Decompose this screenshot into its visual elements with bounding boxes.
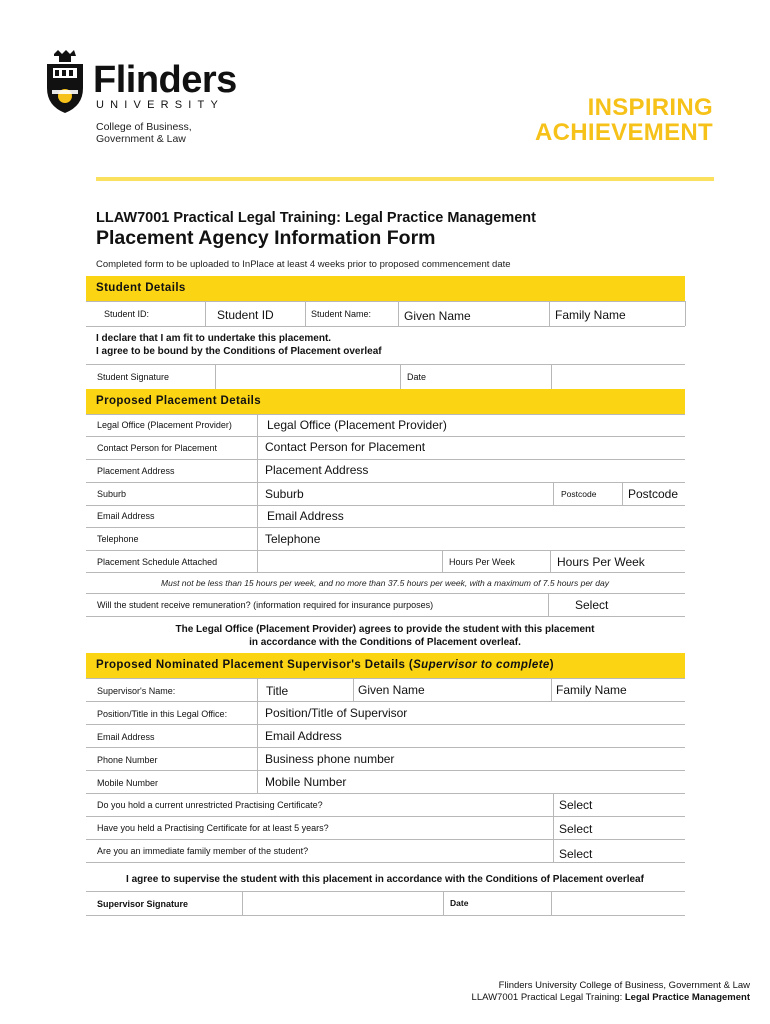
practising-certificate-select[interactable]: Select: [559, 798, 593, 812]
header-rule: [96, 177, 714, 181]
hours-per-week-field[interactable]: Hours Per Week: [557, 555, 645, 569]
divider: [398, 301, 399, 326]
student-family-name-field[interactable]: Family Name: [555, 308, 626, 322]
tagline-line-2: ACHIEVEMENT: [535, 119, 713, 146]
placement-address-label: Placement Address: [97, 466, 175, 476]
supervisor-email-field[interactable]: Email Address: [265, 729, 342, 743]
footer-line-2: [472, 992, 750, 1003]
supervisor-phone-label: Phone Number: [97, 755, 158, 765]
divider: [86, 724, 685, 725]
contact-person-label: Contact Person for Placement: [97, 443, 218, 453]
supervisor-name-label: Supervisor's Name:: [97, 686, 176, 696]
provider-agreement-line-1: The Legal Office (Placement Provider) agrees to provide the student with this placement: [175, 624, 595, 635]
student-id-label: Student ID:: [104, 309, 150, 319]
student-signature-label: Student Signature: [97, 372, 170, 382]
legal-office-label: Legal Office (Placement Provider): [97, 420, 232, 430]
student-id-field[interactable]: Student ID: [217, 308, 274, 322]
supervisor-date-label: Date: [450, 898, 469, 908]
schedule-attached-label: Placement Schedule Attached: [97, 557, 218, 567]
provider-agreement-line-2: in accordance with the Conditions of Placement overleaf.: [249, 637, 521, 648]
form-title: Placement Agency Information Form: [96, 227, 436, 249]
footer-line-1: Flinders University College of Business, Government & Law: [498, 980, 750, 991]
divider: [86, 915, 685, 916]
supervisor-mobile-label: Mobile Number: [97, 778, 159, 788]
divider: [86, 572, 685, 573]
brand-subtitle: UNIVERSITY: [96, 99, 225, 111]
remuneration-label: Will the student receive remuneration? (information required for insurance purposes): [97, 600, 434, 610]
hours-note: Must not be less than 15 hours per week, and no more than 37.5 hours per week, with a maximum of 7.5 hours per day: [161, 578, 609, 588]
supervisor-heading-end: ): [549, 659, 554, 671]
divider: [257, 678, 258, 793]
student-date-field[interactable]: [552, 365, 685, 389]
family-member-question: Are you an immediate family member of the student?: [97, 846, 309, 856]
supervisor-phone-field[interactable]: Business phone number: [265, 752, 395, 766]
telephone-label: Telephone: [97, 534, 139, 544]
placement-email-label: Email Address: [97, 511, 155, 521]
divider: [549, 301, 550, 326]
supervisor-given-name-field[interactable]: Given Name: [358, 683, 425, 697]
supervisor-email-label: Email Address: [97, 732, 155, 742]
declaration-line-1: I declare that I am fit to undertake this placement.: [96, 333, 332, 344]
divider: [86, 482, 685, 483]
university-crest-icon: [44, 50, 86, 114]
divider: [86, 436, 685, 437]
student-date-label: Date: [407, 372, 427, 382]
footer-course-topic: Legal Practice Management: [624, 992, 750, 1003]
divider: [86, 839, 685, 840]
college-line-2: Government & Law: [96, 133, 186, 145]
divider: [86, 862, 685, 863]
divider: [685, 301, 686, 326]
course-title: LLAW7001 Practical Legal Training: Legal Practice Management: [96, 210, 536, 226]
telephone-field[interactable]: Telephone: [265, 532, 321, 546]
divider: [443, 891, 444, 915]
divider: [548, 593, 549, 616]
declaration-line-2: I agree to be bound by the Conditions of Placement overleaf: [96, 346, 382, 357]
placement-address-field[interactable]: Placement Address: [265, 463, 369, 477]
hours-per-week-label: Hours Per Week: [449, 557, 515, 567]
supervisor-title-field[interactable]: Title: [266, 684, 289, 698]
divider: [86, 414, 685, 415]
supervisor-mobile-field[interactable]: Mobile Number: [265, 775, 347, 789]
divider: [86, 550, 685, 551]
family-member-select[interactable]: Select: [559, 847, 593, 861]
legal-office-field[interactable]: Legal Office (Placement Provider): [267, 418, 447, 432]
supervisor-family-name-field[interactable]: Family Name: [556, 683, 627, 697]
practising-certificate-question: Do you hold a current unrestricted Practising Certificate?: [97, 800, 323, 810]
divider: [550, 550, 551, 572]
divider: [86, 816, 685, 817]
divider: [86, 770, 685, 771]
tagline-line-1: INSPIRING: [587, 94, 713, 121]
suburb-label: Suburb: [97, 489, 127, 499]
supervisor-heading-italic: Supervisor to complete: [413, 659, 550, 671]
supervisor-position-field[interactable]: Position/Title of Supervisor: [265, 706, 408, 720]
supervisor-heading-main: Proposed Nominated Placement Supervisor's Details (: [96, 659, 414, 671]
footer-course: LLAW7001 Practical Legal Training:: [471, 992, 625, 1003]
divider: [553, 793, 554, 862]
student-name-label: Student Name:: [311, 309, 372, 319]
supervisor-agreement: I agree to supervise the student with this placement in accordance with the Conditions of Placement overleaf: [126, 874, 644, 885]
divider: [86, 793, 685, 794]
divider: [622, 482, 623, 505]
divider: [86, 678, 685, 679]
divider: [442, 550, 443, 572]
postcode-field[interactable]: Postcode: [628, 487, 679, 501]
supervisor-signature-field[interactable]: [243, 892, 443, 915]
contact-person-field[interactable]: Contact Person for Placement: [265, 440, 426, 454]
divider: [353, 678, 354, 701]
divider: [86, 701, 685, 702]
divider: [86, 505, 685, 506]
placement-email-field[interactable]: Email Address: [267, 509, 344, 523]
student-given-name-field[interactable]: Given Name: [404, 309, 471, 323]
section-placement-details: Proposed Placement Details: [86, 389, 685, 414]
student-signature-field[interactable]: [216, 365, 400, 389]
divider: [205, 301, 206, 326]
supervisor-position-label: Position/Title in this Legal Office:: [97, 709, 228, 719]
supervisor-signature-label: Supervisor Signature: [97, 899, 189, 909]
divider: [86, 593, 685, 594]
divider: [551, 678, 552, 701]
form-note: Completed form to be uploaded to InPlace at least 4 weeks prior to proposed commencement date: [96, 259, 511, 270]
brand-name: Flinders: [93, 59, 237, 101]
postcode-label: Postcode: [561, 489, 597, 499]
five-years-question: Have you held a Practising Certificate for at least 5 years?: [97, 823, 329, 833]
divider: [86, 301, 685, 302]
divider: [257, 414, 258, 572]
divider: [86, 527, 685, 528]
suburb-field[interactable]: Suburb: [265, 487, 304, 501]
divider: [86, 747, 685, 748]
divider: [400, 364, 401, 389]
remuneration-select[interactable]: Select: [575, 598, 609, 612]
divider: [553, 482, 554, 505]
divider: [86, 326, 685, 327]
section-student-details: Student Details: [86, 276, 685, 301]
five-years-select[interactable]: Select: [559, 822, 593, 836]
college-line-1: College of Business,: [96, 121, 192, 133]
divider: [86, 616, 685, 617]
divider: [305, 301, 306, 326]
supervisor-date-field[interactable]: [552, 892, 685, 915]
section-supervisor-details: [86, 653, 685, 678]
divider: [86, 459, 685, 460]
